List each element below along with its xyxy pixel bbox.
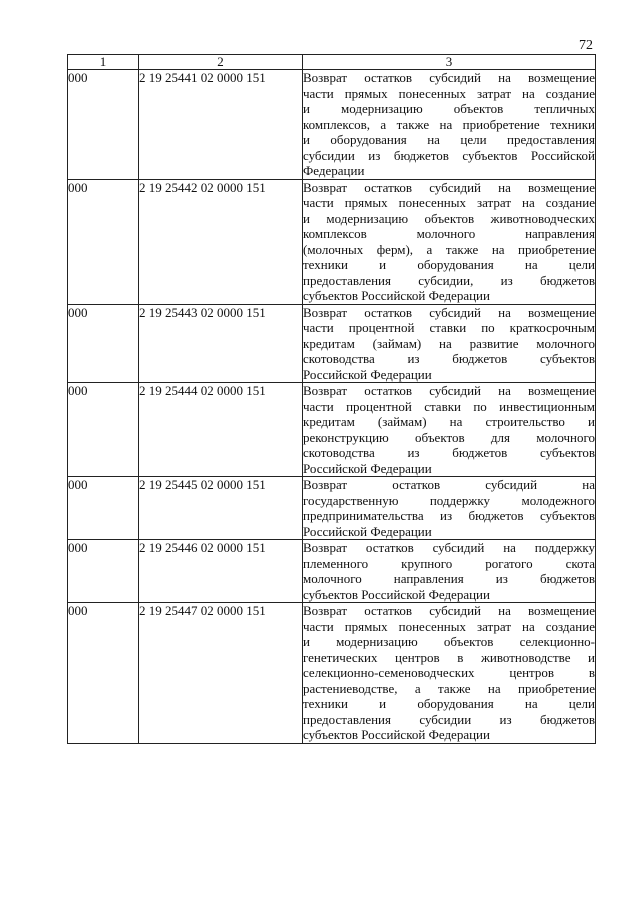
description-word: также [438,680,471,696]
description-word: государственную [303,492,399,508]
description-word: прямых [344,195,388,210]
description-cell [303,477,596,540]
description-word: модернизацию [326,210,409,226]
admin-code-cell: 000 [68,603,139,744]
description-word: техники [303,696,348,711]
description-word: бюджетов [393,147,449,163]
description-word: комплексов, [303,116,370,132]
budget-code-cell: 2 19 25447 02 0000 151 [139,603,303,744]
description-word: молочного [536,335,595,351]
description-word: тепличных [534,101,595,116]
description-word: и [303,634,310,649]
description-cell [303,540,596,603]
description-word: поддержку [534,540,595,555]
description-word: скота [565,555,595,571]
description-word: прямых [344,618,388,634]
description-cell [303,603,596,744]
description-word: приобретение [462,116,540,132]
table-row [68,477,596,540]
description-word: техники [550,116,595,132]
description-line [303,226,595,242]
description-word: также [445,241,479,257]
description-word: Возврат [303,70,348,85]
description-word: на [498,304,511,320]
page-number: 72 [579,38,593,53]
description-word: в [457,649,464,665]
description-line [303,493,595,509]
description-word: бюджетов [539,571,595,586]
description-word: остатков [392,477,441,492]
table-body [68,70,596,744]
description-word: субъектов [539,508,595,523]
description-word: на [491,241,505,257]
header-col-3: 3 [303,55,596,70]
description-word: для [490,429,510,445]
description-word: и [588,649,595,665]
description-word: из [495,571,508,586]
description-word: техники [303,257,348,272]
description-word: селекционно- [519,634,595,649]
description-word: остатков [364,603,413,618]
description-word: молодежного [521,492,595,508]
description-word: процентной [348,320,415,335]
table-row [68,179,596,304]
description-line [303,383,595,399]
description-word: и [379,257,387,272]
description-word: на [498,603,511,618]
description-word: возмещение [528,383,595,398]
description-word: создание [545,195,595,210]
description-word: животноводстве [480,649,571,665]
description-line [303,211,595,227]
description-word: молочного [536,429,595,445]
description-word: оборудования [417,257,494,272]
description-word: понесенных [398,195,466,210]
description-line [303,242,595,258]
description-word: создание [545,85,595,101]
description-word: (займам) [377,414,427,429]
description-word: на [427,132,440,147]
description-word: приобретение [518,680,595,696]
description-line [303,101,595,117]
description-word: а [380,116,387,132]
description-line [303,603,595,619]
budget-code-cell: 2 19 25442 02 0000 151 [139,179,303,304]
description-line [303,665,595,681]
description-word: крупного [401,555,453,571]
description-cell [303,179,596,304]
description-word: строительство [485,414,565,429]
description-word: из [407,351,420,366]
description-word: части [303,320,334,335]
description-word: на [439,335,452,351]
description-word: центров [395,649,440,665]
description-word: ферм), [376,241,414,257]
description-cell [303,70,596,180]
description-word: цели [568,696,595,711]
description-line [303,195,595,211]
admin-code-cell: 000 [68,70,139,180]
description-line [303,414,595,430]
description-word: из [407,445,420,460]
description-word: селекционно-семеноводческих [303,665,475,680]
description-word: на [524,257,538,272]
description-word: объектов [415,429,465,445]
description-word: ставки [424,398,461,414]
description-word: возмещение [528,70,595,85]
description-word: по [473,398,487,414]
description-word: также [396,116,430,132]
description-word: субсидий [429,70,481,85]
description-word: кредитам [303,414,355,429]
table-header-row [68,55,596,70]
description-word: субсидий [485,477,538,492]
description-word: скотоводства [303,351,375,366]
description-word: инвестиционным [499,398,595,414]
description-word: возмещение [528,179,595,195]
description-word: на [522,195,535,210]
budget-code-cell: 2 19 25445 02 0000 151 [139,477,303,540]
table-row [68,70,596,180]
table-row [68,540,596,603]
description-word: части [303,195,334,210]
description-word: субсидий [429,304,481,320]
description-line [303,712,595,728]
description-word: Возврат [303,304,348,320]
description-word: субсидий [429,383,481,398]
description-line [303,132,595,148]
description-word: на [487,680,501,696]
description-word: и [303,101,310,116]
description-word: на [503,540,516,555]
description-line [303,273,595,289]
description-word: бюджетов [539,272,595,288]
description-word: на [582,477,595,492]
description-line [303,445,595,461]
description-word: Возврат [303,179,348,195]
description-line [303,556,595,572]
budget-code-cell: 2 19 25444 02 0000 151 [139,383,303,477]
description-line [303,86,595,102]
description-word: молочного [303,571,362,586]
description-word: затрат [476,85,512,101]
description-line [303,696,595,712]
description-word: (займам) [372,335,422,351]
description-word: бюджетов [452,351,508,366]
description-word: ставки [429,320,467,335]
description-line-last: Федерации [303,163,365,178]
budget-code-cell: 2 19 25441 02 0000 151 [139,70,303,180]
description-word: Возврат [303,540,348,555]
description-word: возмещение [528,603,595,618]
description-word: и [303,210,310,226]
description-line [303,571,595,587]
description-word: из [499,711,512,727]
description-word: по [481,320,495,335]
budget-codes-table [67,54,596,744]
budget-code-cell: 2 19 25443 02 0000 151 [139,304,303,383]
description-word: Возврат [303,477,348,492]
description-line [303,681,595,697]
description-line-last: субъектов Российской Федерации [303,586,490,602]
description-word: прямых [344,85,388,101]
description-line [303,320,595,336]
description-word: Российской [530,147,595,163]
description-word: создание [545,618,595,634]
description-line [303,70,595,86]
description-word: на [524,696,538,711]
description-line-last: субъектов Российской Федерации [303,727,490,742]
description-word: модернизацию [336,634,418,649]
description-cell [303,304,596,383]
description-word: объектов [424,210,475,226]
description-word: остатков [364,179,413,195]
description-word: комплексов [303,226,367,241]
description-word: генетических [303,649,378,665]
description-word: животноводческих [490,210,595,226]
description-word: цели [568,257,595,272]
admin-code-cell: 000 [68,540,139,603]
description-word: развитие [469,335,519,351]
description-word: реконструкцию [303,429,389,445]
description-word: объектов [443,634,494,649]
description-word: Возврат [303,603,348,618]
description-line [303,650,595,666]
description-line [303,336,595,352]
description-word: в [588,665,595,680]
description-word: на [439,116,453,132]
description-word: субъектов [462,147,518,163]
description-word: поддержку [429,492,491,508]
description-line [303,305,595,321]
description-word: и [588,414,595,429]
description-word: на [522,618,535,634]
description-word: предоставления [507,132,595,147]
description-line [303,180,595,196]
description-word: оборудования [330,132,407,147]
description-word: субсидии [303,147,355,163]
description-word: и [379,696,387,711]
description-word: затрат [476,195,512,210]
description-word: направления [525,226,595,241]
description-line [303,634,595,650]
table-row [68,383,596,477]
description-word: модернизацию [341,101,423,116]
description-word: субсидий [432,540,485,555]
description-word: остатков [364,70,413,85]
admin-code-cell: 000 [68,383,139,477]
description-word: субъектов [539,445,595,460]
description-word: предоставления [303,272,391,288]
description-word: части [303,618,334,634]
description-word: понесенных [398,618,466,634]
description-word: бюджетов [452,445,508,460]
description-line [303,430,595,446]
description-word: на [522,85,535,101]
description-line [303,117,595,133]
description-line-last: субъектов Российской Федерации [303,288,490,303]
description-word: (молочных [303,241,364,257]
description-word: субсидий [429,603,481,618]
description-line [303,399,595,415]
description-word: предоставления [303,711,391,727]
description-word: оборудования [417,696,494,711]
description-word: из [500,272,513,288]
description-word: понесенных [398,85,466,101]
header-col-2: 2 [139,55,303,70]
description-word: субсидии [419,711,472,727]
description-word: краткосрочным [509,320,595,335]
description-word: племенного [303,555,369,571]
description-word: кредитам [303,335,355,351]
description-word: растениеводстве, [303,680,398,696]
description-word: молочного [416,226,476,241]
description-word: бюджетов [468,508,524,523]
description-word: на [498,70,511,85]
table-row [68,304,596,383]
description-word: субсидий [429,179,481,195]
description-word: а [414,680,421,696]
description-word: части [303,85,334,101]
description-word: части [303,398,334,414]
description-word: предпринимательства [303,508,424,523]
budget-code-cell: 2 19 25446 02 0000 151 [139,540,303,603]
description-word: цели [460,132,487,147]
description-word: на [498,383,511,398]
description-line [303,148,595,164]
description-word: остатков [364,304,413,320]
description-word: из [368,147,381,163]
table-row [68,603,596,744]
description-cell [303,383,596,477]
description-word: субъектов [539,351,595,366]
description-word: субсидии, [418,272,474,288]
description-word: приобретение [518,241,595,257]
description-word: бюджетов [539,711,595,727]
description-line [303,257,595,273]
description-line [303,508,595,524]
description-word: и [303,132,310,147]
description-word: направления [393,571,464,586]
description-word: процентной [346,398,412,414]
admin-code-cell: 000 [68,304,139,383]
description-word: рогатого [485,555,533,571]
description-word: возмещение [528,304,595,320]
description-line-last: Российской Федерации [303,460,432,476]
description-word: затрат [476,618,512,634]
description-word: на [449,414,463,429]
description-line [303,619,595,635]
header-col-1: 1 [68,55,139,70]
description-line-last: Российской Федерации [303,523,432,539]
description-word: остатков [365,540,414,555]
description-line-last: Российской Федерации [303,366,432,382]
description-word: Возврат [303,383,348,398]
description-word: центров [509,665,555,680]
description-word: скотоводства [303,445,375,460]
description-line [303,540,595,556]
description-line [303,477,595,493]
admin-code-cell: 000 [68,179,139,304]
description-word: из [440,508,453,523]
description-word: объектов [453,101,504,116]
description-word: остатков [364,383,413,398]
description-word: на [498,179,511,195]
admin-code-cell: 000 [68,477,139,540]
description-line [303,351,595,367]
description-word: а [426,241,433,257]
